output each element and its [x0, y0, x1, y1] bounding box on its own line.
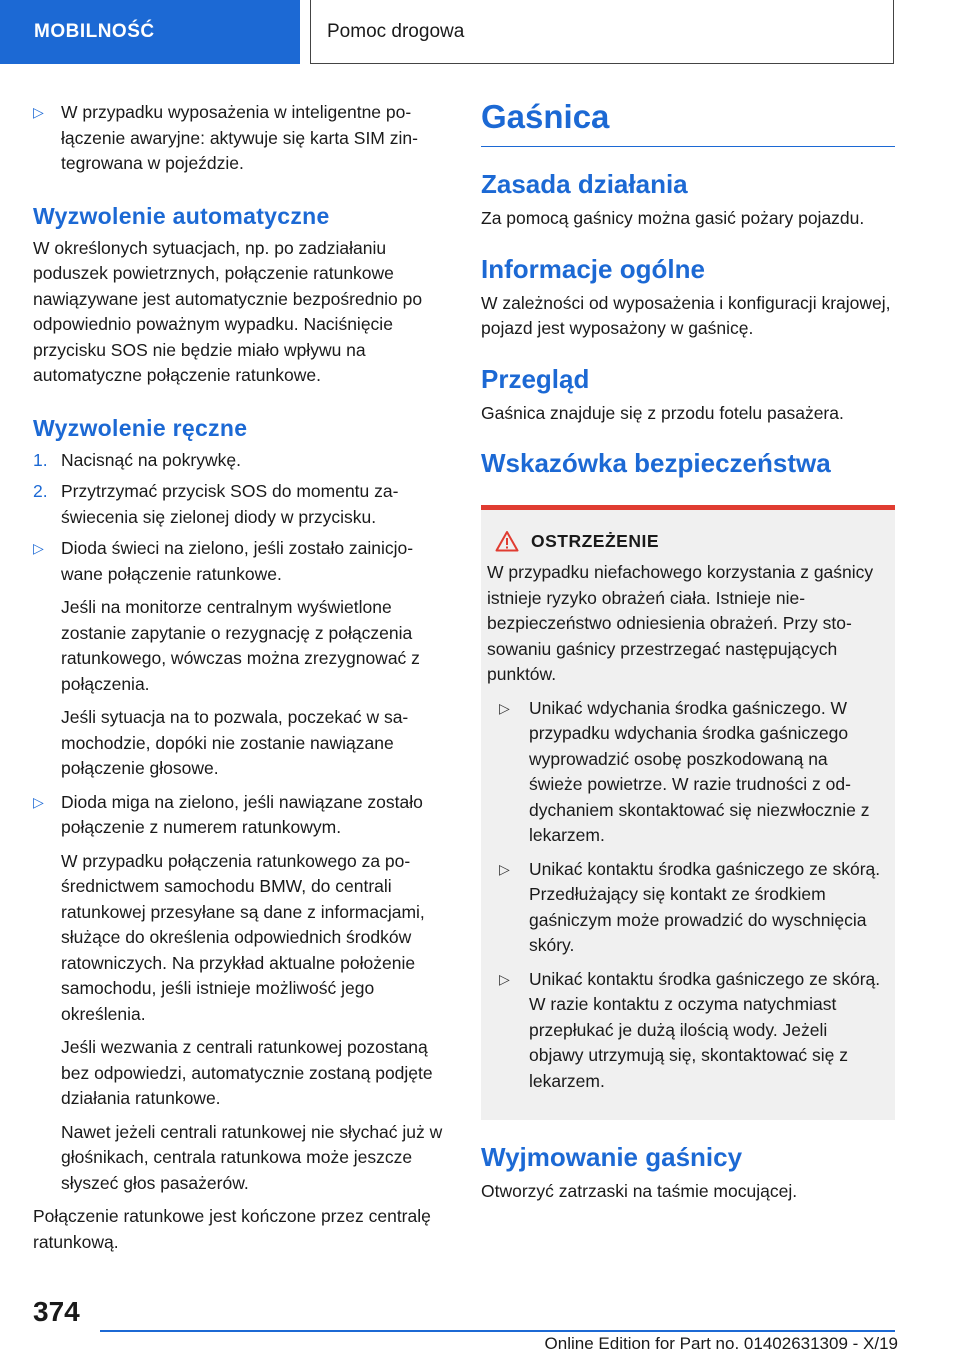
page-number: 374 [33, 1296, 80, 1327]
step-item: 1. Nacisnąć na pokrywkę. [33, 449, 241, 470]
info-text: W zależności od wyposażenia i konfiguracji krajowej, pojazd jest wyposażony w gaśnicę. [481, 292, 891, 338]
przeglad-heading: Przegląd [481, 363, 590, 394]
zasada-text: Za pomocą gaśnicy można gasić pożary pojazdu. [481, 208, 865, 228]
safety-heading: Wskazówka bezpieczeństwa [481, 448, 831, 478]
paragraph: Jeśli wezwania z centrali ratunkowej pozostaną bez odpowiedzi, automatycznie zostaną podjęte działania ratunkowe. [61, 1037, 433, 1108]
triangle-right-icon: ▷ [499, 970, 510, 987]
warning-text: W przypadku niefachowego korzystania z gaśnicy istnieje ryzyko obrażeń ciała. Istnieje niebezpieczeństwo odniesienia obrażeń. Przy stosowaniu gaśnicy przestrzegać następujących punktów. [487, 562, 874, 684]
remove-text: Otworzyć zatrzaski na taśmie mocującej. [481, 1181, 798, 1201]
auto-heading: Wyzwolenie automatyczne [33, 202, 330, 229]
list-item: ▷ Unikać kontaktu środka gaśniczego ze skórą. Przedłużający się kontakt ze środkiem gaśniczym może prowadzić do wyschnięcia skóry. [499, 858, 881, 955]
list-item: ▷ Dioda świeci na zielono, jeśli zostało zainicjowane połączenie ratunkowe. [33, 538, 414, 584]
triangle-right-icon: ▷ [499, 860, 510, 877]
list-item: ▷ W przypadku wyposażenia w inteligentne połączenie awaryjne: aktywuje się karta SIM zintegrowana w pojeździe. [33, 102, 418, 173]
closing-text: Połączenie ratunkowe jest kończone przez centralę ratunkową. [33, 1206, 431, 1252]
list-item: ▷ Unikać wdychania środka gaśniczego. W przypadku wdychania środka gaśniczego wyprowadzić osobę poszkodowaną na świeże powietrze. W razie trudności z oddychaniem skontaktować się niezwłocznie z lekarzem. [499, 697, 870, 845]
step-item: 2. Przytrzymać przycisk SOS do momentu zaświecenia się zielonej diody w przycisku. [33, 481, 399, 527]
left-column [33, 100, 448, 1255]
list-item: ▷ Dioda miga na zielono, jeśli nawiązane zostało połączenie z numerem ratunkowym. [33, 791, 423, 837]
remove-heading: Wyjmowanie gaśnicy [481, 1142, 743, 1172]
warning-box [481, 505, 895, 1120]
triangle-right-icon: ▷ [33, 540, 44, 556]
auto-text: W określonych sytuacjach, np. po zadziałaniu poduszek powietrznych, połączenie ratunkowe nawiązywane jest automatycznie bezpośrednio po odpowiednio poważnym wypadku. Naciśnięcie przycisku SOS nie będzie miało wpływu na automatyczne połączenie ratunkowe. [33, 237, 423, 385]
paragraph: Jeśli na monitorze centralnym wyświetlone zostanie zapytanie o rezygnację z połączenia ratunkowego, wówczas można zrezygnować z połączenia. [61, 597, 420, 694]
warning-label: OSTRZEŻENIE [531, 530, 660, 551]
paragraph: W przypadku połączenia ratunkowego za pośrednictwem samochodu BMW, do centrali ratunkowej przesyłane są dane z informacjami, służące do określenia odpowiednich środków ratowniczych. Na przykład aktualne położenie samochodu, jeśli istnieje możliwość jego określenia. [61, 850, 425, 1024]
triangle-right-icon: ▷ [33, 104, 44, 120]
section-tab: MOBILNOŚĆ [0, 0, 300, 64]
zasada-heading: Zasada działania [481, 169, 688, 199]
triangle-right-icon: ▷ [499, 699, 510, 716]
przeglad-text: Gaśnica znajduje się z przodu fotelu pasażera. [481, 402, 844, 423]
triangle-right-icon: ▷ [33, 793, 44, 810]
paragraph: Jeśli sytuacja na to pozwala, poczekać w samochodzie, dopóki nie zostanie nawiązane połączenie głosowe. [61, 707, 409, 778]
info-heading: Informacje ogólne [481, 253, 705, 284]
footer-divider [100, 1330, 895, 1332]
page-title: Gaśnica [481, 98, 895, 147]
edition-text: Online Edition for Part no. 01402631309 - X/19 [544, 1334, 898, 1353]
paragraph: Nawet jeżeli centrali ratunkowej nie słychać już w głośnikach, centrala ratunkowa może jeszcze słyszeć głos pasażerów. [61, 1121, 443, 1193]
chapter-title: Pomoc drogowa [310, 0, 894, 64]
list-item: ▷ Unikać kontaktu środka gaśniczego ze skórą. W razie kontaktu z oczyma natychmiast przepłukać je dużą ilością wody. Jeżeli objawy utrzymują się, skontaktować się z lekarzem. [499, 968, 881, 1091]
page-header [0, 0, 960, 66]
warning-triangle-icon [495, 530, 519, 552]
manual-heading: Wyzwolenie ręczne [33, 414, 248, 441]
right-column [481, 98, 895, 1205]
